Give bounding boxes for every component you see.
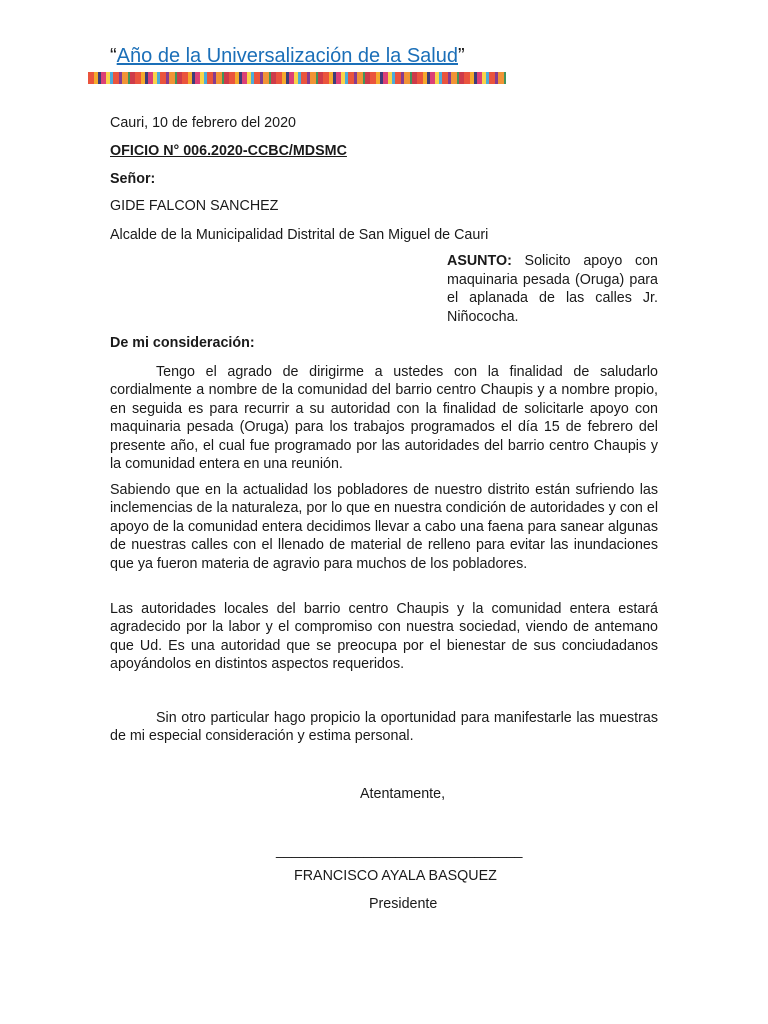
recipient-name: GIDE FALCON SANCHEZ — [110, 198, 279, 214]
paragraph-2: Sabiendo que en la actualidad los pobladores de nuestro distrito están sufriendo las inclemencias de la naturaleza, por lo que en nuestra condición de autoridades y con el apoyo de la comunidad entera decidimos llevar a cabo una faena para sanear algunas de nuestras calles con el llenado de material de relleno para evitar las inundaciones que ya fueron materia de agravio para muchos de los pobladores. — [110, 482, 658, 572]
year-motto-title: Año de la Universalización de la Salud — [116, 45, 458, 67]
asunto-text: Solicito apoyo con maquinaria pesada (Oruga) para el aplanada de las calles Jr. Niñococha. — [447, 253, 658, 325]
closing: Atentamente, — [360, 786, 446, 802]
year-motto-header — [110, 42, 465, 70]
paragraph-4: Sin otro particular hago propicio la oportunidad para manifestarle las muestras de mi especial consideración y estima personal. — [110, 710, 658, 745]
decorative-stripe — [88, 72, 506, 84]
recipient-position: Alcalde de la Municipalidad Distrital de San Miguel de Cauri — [110, 227, 489, 243]
asunto-block — [447, 252, 658, 326]
paragraph-3: Las autoridades locales del barrio centro Chaupis y la comunidad entera estará agradecido por la labor y el compromiso con nuestra sociedad, viendo de antemano que Ud. Es una autoridad que se preocupa por el bienestar de sus conciudadanos apoyándolos en distintos aspectos requeridos. — [110, 601, 658, 673]
signer-title: Presidente — [369, 896, 438, 912]
greeting: De mi consideración: — [110, 335, 255, 351]
oficio-number: OFICIO N° 006.2020-CCBC/MDSMC — [110, 143, 347, 159]
open-quote: “ — [110, 45, 117, 67]
signer-name: FRANCISCO AYALA BASQUEZ — [294, 868, 497, 884]
place-date: Cauri, 10 de febrero del 2020 — [110, 115, 296, 131]
signature-line: _______________________________ — [276, 843, 523, 859]
close-quote: ” — [458, 45, 465, 67]
asunto-label: ASUNTO: — [447, 253, 512, 269]
paragraph-1: Tengo el agrado de dirigirme a ustedes con la finalidad de saludarlo cordialmente a nombre de la comunidad del barrio centro Chaupis y a nombre propio, en seguida es para recurrir a su autoridad con la finalidad de solicitarle apoyo con maquinaria pesada (Oruga) para los trabajos programados el día 15 de febrero del presente año, el cual fue programado por las autoridades del barrio centro Chaupis y la comunidad entera en una reunión. — [110, 364, 658, 473]
salutation-title: Señor: — [110, 171, 156, 187]
